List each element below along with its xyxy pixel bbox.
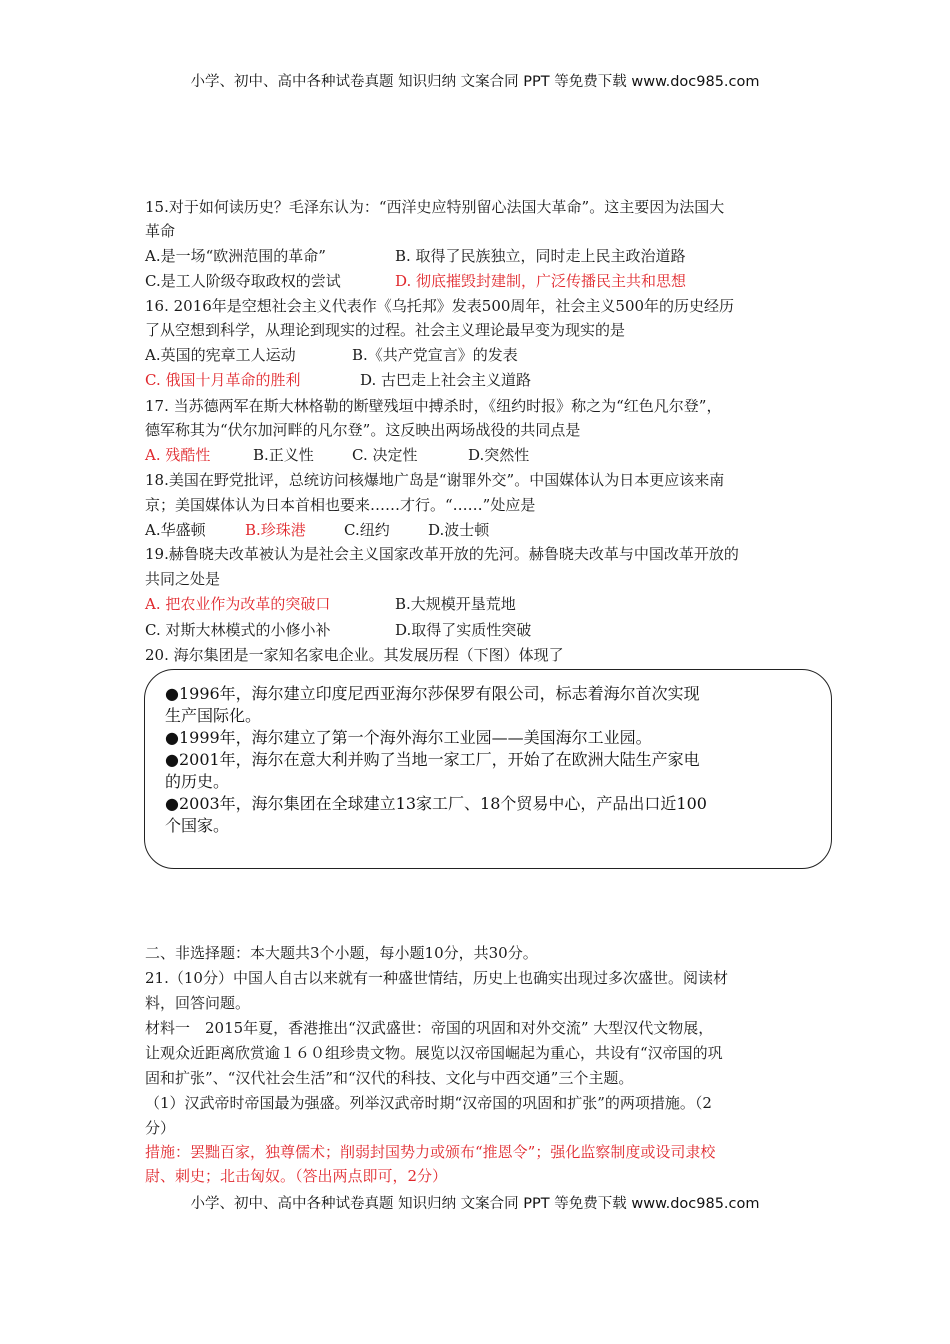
- haier-1999: ●1999年，海尔建立了第一个海外海尔工业园——美国海尔工业园。: [165, 728, 652, 747]
- q17-option-b: B.正义性: [253, 446, 314, 464]
- haier-2001-line1: ●2001年，海尔在意大利并购了当地一家工厂，开始了在欧洲大陆生产家电: [165, 750, 700, 769]
- material1-line2: 让观众近距离欣赏逾１６０组珍贵文物。展览以汉帝国崛起为重心，共设有“汉帝国的巩: [145, 1044, 723, 1062]
- q21-stem-line1: 21.（10分）中国人自古以来就有一种盛世情结，历史上也确实出现过多次盛世。阅读材: [145, 969, 728, 987]
- q19-option-d: D.取得了实质性突破: [395, 621, 532, 639]
- page-footer: 小学、初中、高中各种试卷真题 知识归纳 文案合同 PPT 等免费下载 www.doc985.com: [190, 1196, 760, 1212]
- q17-option-d: D.突然性: [468, 446, 530, 464]
- q18-stem-line1: 18.美国在野党批评，总统访问核爆地广岛是“谢罪外交”。中国媒体认为日本更应该来南: [145, 471, 725, 489]
- q16-option-c-answer: C. 俄国十月革命的胜利: [145, 371, 301, 389]
- haier-1996-line1: ●1996年，海尔建立印度尼西亚海尔莎保罗有限公司，标志着海尔首次实现: [165, 684, 700, 703]
- q20-stem: 20. 海尔集团是一家知名家电企业。其发展历程（下图）体现了: [145, 646, 564, 664]
- q19-option-b: B.大规模开垦荒地: [395, 595, 516, 613]
- haier-2003-line1: ●2003年，海尔集团在全球建立13家工厂、18个贸易中心，产品出口近100: [165, 794, 707, 813]
- q16-stem-line1: 16. 2016年是空想社会主义代表作《乌托邦》发表500周年，社会主义500年的历史经历: [145, 297, 735, 315]
- q19-stem-line1: 19.赫鲁晓夫改革被认为是社会主义国家改革开放的先河。赫鲁晓夫改革与中国改革开放的: [145, 545, 739, 563]
- q17-option-c: C. 决定性: [352, 446, 418, 464]
- q16-option-b: B.《共产党宣言》的发表: [352, 346, 518, 364]
- q16-stem-line2: 了从空想到科学，从理论到现实的过程。社会主义理论最早变为现实的是: [145, 321, 626, 339]
- q21-sub1-line2: 分）: [145, 1119, 176, 1137]
- q21-sub1-answer-line2: 尉、刺史；北击匈奴。（答出两点即可，2分）: [145, 1167, 448, 1185]
- q17-option-a-answer: A. 残酷性: [145, 446, 211, 464]
- q17-stem-line2: 德军称其为“伏尔加河畔的凡尔登”。这反映出两场战役的共同点是: [145, 421, 581, 439]
- q18-stem-line2: 京；美国媒体认为日本首相也要来……才行。“……”处应是: [145, 496, 536, 514]
- section2-title: 二、非选择题：本大题共3个小题，每小题10分，共30分。: [145, 944, 538, 962]
- haier-2003-line2: 个国家。: [165, 816, 230, 835]
- q16-option-d: D. 古巴走上社会主义道路: [360, 371, 532, 389]
- material1-line3: 固和扩张”、“汉代社会生活”和“汉代的科技、文化与中西交通”三个主题。: [145, 1069, 634, 1087]
- q21-stem-line2: 料，回答问题。: [145, 994, 251, 1012]
- q18-option-b-answer: B.珍珠港: [245, 521, 306, 539]
- q19-stem-line2: 共同之处是: [145, 570, 221, 588]
- q15-stem-line2: 革命: [145, 222, 176, 240]
- q21-sub1-answer-line1: 措施：罢黜百家，独尊儒术；削弱封国势力或颁布“推恩令”；强化监察制度或设司隶校: [145, 1143, 716, 1161]
- q15-stem-line1: 15.对于如何读历史？毛泽东认为：“西洋史应特别留心法国大革命”。这主要因为法国大: [145, 198, 725, 216]
- haier-1996-line2: 生产国际化。: [165, 706, 262, 725]
- q19-option-c: C. 对斯大林模式的小修小补: [145, 621, 331, 639]
- q19-option-a-answer: A. 把农业作为改革的突破口: [145, 595, 331, 613]
- q18-option-d: D.波士顿: [428, 521, 490, 539]
- q15-option-c: C.是工人阶级夺取政权的尝试: [145, 272, 341, 290]
- q21-sub1-line1: （1）汉武帝时帝国最为强盛。列举汉武帝时期“汉帝国的巩固和扩张”的两项措施。（2: [145, 1094, 712, 1112]
- q15-option-b: B. 取得了民族独立，同时走上民主政治道路: [395, 247, 686, 265]
- q15-option-d-answer: D. 彻底摧毁封建制，广泛传播民主共和思想: [395, 272, 687, 290]
- q18-option-a: A.华盛顿: [145, 521, 206, 539]
- material1-line1: 材料一 2015年夏，香港推出“汉武盛世：帝国的巩固和对外交流” 大型汉代文物展，: [145, 1019, 714, 1037]
- q16-option-a: A.英国的宪章工人运动: [145, 346, 296, 364]
- q18-option-c: C.纽约: [344, 521, 390, 539]
- haier-2001-line2: 的历史。: [165, 772, 230, 791]
- page-header: 小学、初中、高中各种试卷真题 知识归纳 文案合同 PPT 等免费下载 www.doc985.com: [190, 74, 760, 90]
- q15-option-a: A.是一场“欧洲范围的革命”: [145, 247, 326, 265]
- q17-stem-line1: 17. 当苏德两军在斯大林格勒的断壁残垣中搏杀时，《纽约时报》称之为“红色凡尔登”，: [145, 397, 722, 415]
